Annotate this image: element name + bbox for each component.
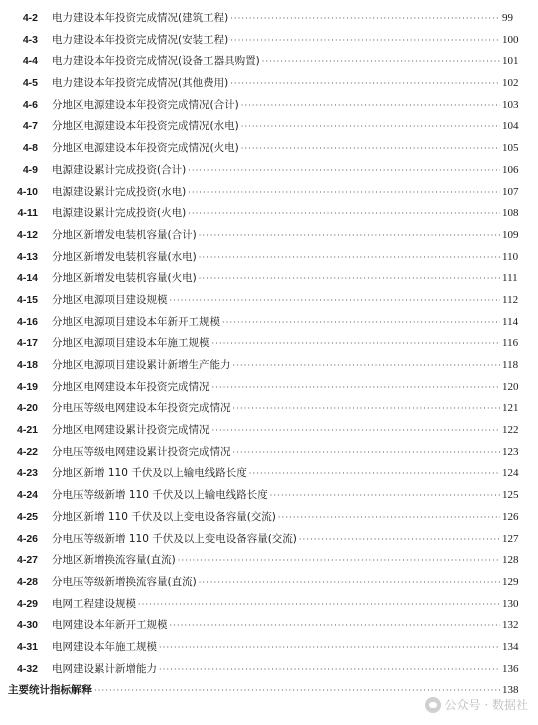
toc-row[interactable] <box>0 572 538 594</box>
toc-title: 分地区新增 110 千伏及以上输电线路长度 <box>52 467 247 480</box>
toc-row[interactable] <box>0 290 538 312</box>
toc-page: 122 <box>502 424 519 437</box>
toc-row[interactable] <box>0 507 538 529</box>
toc-title: 分地区电网建设累计投资完成情况 <box>52 424 210 437</box>
toc-page: 104 <box>502 120 519 133</box>
toc-number: 4-5 <box>22 77 38 90</box>
toc-number: 4-31 <box>16 640 38 653</box>
toc-page: 103 <box>502 98 519 111</box>
toc-number: 4-24 <box>16 489 38 502</box>
toc-number: 4-32 <box>16 662 38 675</box>
toc-row[interactable] <box>0 615 538 637</box>
toc-title: 电源建设累计完成投资(合计) <box>52 163 187 176</box>
toc-leader <box>299 529 500 551</box>
toc-row[interactable] <box>0 73 538 95</box>
toc-row[interactable] <box>0 268 538 290</box>
toc-row[interactable] <box>0 182 538 204</box>
toc-page: 114 <box>502 315 519 328</box>
toc-number: 4-11 <box>17 207 38 220</box>
toc-title: 分地区新增发电装机容量(合计) <box>52 228 197 241</box>
toc-page: 138 <box>502 684 519 697</box>
toc-number: 4-9 <box>22 163 38 176</box>
toc-leader <box>170 290 501 312</box>
toc-page: 120 <box>502 380 519 393</box>
toc-leader <box>241 116 500 138</box>
toc-row[interactable] <box>0 398 538 420</box>
toc-page: 123 <box>502 445 519 458</box>
table-of-contents <box>0 8 538 702</box>
toc-number: 4-19 <box>16 380 38 393</box>
toc-title: 分地区电源项目建设本年施工规模 <box>52 337 210 350</box>
toc-number: 4-7 <box>22 120 38 133</box>
toc-title: 分地区电源项目建设规模 <box>52 293 168 306</box>
toc-page: 116 <box>502 337 519 350</box>
toc-number: 4-23 <box>16 467 38 480</box>
toc-row[interactable] <box>0 247 538 269</box>
toc-leader <box>188 182 500 204</box>
toc-title: 电源建设累计完成投资(火电) <box>52 207 187 220</box>
toc-page: 111 <box>502 272 518 285</box>
toc-row[interactable] <box>0 225 538 247</box>
toc-leader <box>222 312 500 334</box>
toc-number: 4-25 <box>16 510 38 523</box>
toc-page: 109 <box>502 228 519 241</box>
toc-number: 4-29 <box>16 597 38 610</box>
toc-number: 4-16 <box>16 315 38 328</box>
toc-leader <box>233 355 501 377</box>
toc-leader <box>159 637 500 659</box>
watermark <box>425 696 528 713</box>
toc-leader <box>170 615 501 637</box>
toc-leader <box>270 485 500 507</box>
toc-row[interactable] <box>0 550 538 572</box>
toc-leader <box>230 30 500 52</box>
toc-leader <box>159 659 500 681</box>
toc-number: 4-17 <box>16 337 38 350</box>
toc-page: 105 <box>502 142 519 155</box>
toc-page: 124 <box>502 467 519 480</box>
toc-page: 101 <box>502 55 519 68</box>
toc-leader <box>212 377 501 399</box>
toc-title: 分地区电源项目建设本年新开工规模 <box>52 315 220 328</box>
toc-page: 112 <box>502 293 519 306</box>
toc-leader <box>199 572 500 594</box>
toc-leader <box>212 333 501 355</box>
toc-title: 分电压等级电网建设本年投资完成情况 <box>52 402 231 415</box>
toc-page: 118 <box>502 359 519 371</box>
toc-number: 4-6 <box>22 98 38 111</box>
toc-page: 127 <box>502 532 519 545</box>
toc-row[interactable] <box>0 529 538 551</box>
toc-row[interactable] <box>0 160 538 182</box>
toc-row[interactable] <box>0 203 538 225</box>
toc-number: 4-10 <box>16 185 38 198</box>
toc-row[interactable] <box>0 8 538 30</box>
toc-leader <box>178 550 500 572</box>
toc-leader <box>233 442 501 464</box>
toc-number: 4-28 <box>16 575 38 588</box>
toc-leader <box>199 247 500 269</box>
watermark-text: 公众号 · 数据社 <box>444 698 528 712</box>
toc-title: 分地区新增 110 千伏及以上变电设备容量(交流) <box>52 510 276 523</box>
toc-number: 4-2 <box>22 12 38 24</box>
toc-title: 电网建设本年新开工规模 <box>52 619 168 632</box>
toc-row[interactable] <box>0 377 538 399</box>
toc-title: 分地区电网建设本年投资完成情况 <box>52 380 210 393</box>
toc-page: 107 <box>502 185 519 198</box>
toc-title: 电力建设本年投资完成情况(安装工程) <box>52 33 229 46</box>
toc-title: 电网建设本年施工规模 <box>52 640 157 653</box>
toc-title: 电源建设累计完成投资(水电) <box>52 185 187 198</box>
toc-number: 4-15 <box>16 293 38 306</box>
toc-leader <box>278 507 500 529</box>
toc-row[interactable] <box>0 95 538 117</box>
toc-title: 电网工程建设规模 <box>52 597 136 610</box>
toc-page: 136 <box>502 662 519 675</box>
toc-title: 主要统计指标解释 <box>8 684 92 697</box>
toc-row[interactable] <box>0 420 538 442</box>
toc-page: 102 <box>502 77 519 90</box>
toc-title: 电力建设本年投资完成情况(其他费用) <box>52 77 229 90</box>
toc-title: 电力建设本年投资完成情况(设备工器具购置) <box>52 55 260 68</box>
toc-row[interactable] <box>0 463 538 485</box>
toc-title: 电力建设本年投资完成情况(建筑工程) <box>52 12 229 24</box>
toc-title: 分电压等级电网建设累计投资完成情况 <box>52 445 231 458</box>
toc-leader <box>262 51 500 73</box>
toc-page: 100 <box>502 33 519 46</box>
toc-row[interactable] <box>0 637 538 659</box>
toc-number: 4-26 <box>16 532 38 545</box>
toc-row[interactable] <box>0 138 538 160</box>
toc-number: 4-3 <box>22 33 38 46</box>
toc-number: 4-21 <box>16 424 38 437</box>
toc-leader <box>212 420 501 442</box>
wechat-icon <box>425 697 441 713</box>
toc-title: 分电压等级新增 110 千伏及以上变电设备容量(交流) <box>52 532 297 545</box>
toc-number: 4-30 <box>16 619 38 632</box>
toc-leader <box>233 398 501 420</box>
toc-title: 分地区电源建设本年投资完成情况(合计) <box>52 98 239 111</box>
toc-leader <box>138 594 500 616</box>
toc-title: 分电压等级新增 110 千伏及以上输电线路长度 <box>52 489 268 502</box>
toc-page: 129 <box>502 575 519 588</box>
toc-page: 106 <box>502 163 519 176</box>
toc-page: 132 <box>502 619 519 632</box>
toc-row[interactable] <box>0 312 538 334</box>
toc-page: 108 <box>502 207 519 220</box>
toc-number: 4-8 <box>22 142 38 155</box>
toc-page: 130 <box>502 597 519 610</box>
toc-number: 4-4 <box>22 55 38 68</box>
toc-rows <box>0 8 538 680</box>
toc-number: 4-20 <box>16 402 38 415</box>
toc-title: 分地区新增发电装机容量(火电) <box>52 272 197 285</box>
toc-leader <box>249 463 500 485</box>
toc-number: 4-13 <box>16 250 38 263</box>
toc-leader <box>188 203 500 225</box>
toc-page: 99 <box>502 12 513 24</box>
toc-number: 4-14 <box>16 272 38 285</box>
toc-page: 121 <box>502 402 519 415</box>
toc-title: 分地区新增发电装机容量(水电) <box>52 250 197 263</box>
toc-row[interactable] <box>0 51 538 73</box>
toc-row[interactable] <box>0 659 538 681</box>
toc-number: 4-18 <box>16 359 38 371</box>
toc-number: 4-12 <box>16 228 38 241</box>
toc-page: 110 <box>502 250 519 263</box>
toc-leader <box>188 160 500 182</box>
toc-title: 分地区电源建设本年投资完成情况(水电) <box>52 120 239 133</box>
toc-leader <box>241 95 500 117</box>
toc-row[interactable] <box>0 30 538 52</box>
toc-page: 126 <box>502 510 519 523</box>
toc-title: 分地区电源建设本年投资完成情况(火电) <box>52 142 239 155</box>
toc-number: 4-27 <box>16 554 38 567</box>
toc-title: 分电压等级新增换流容量(直流) <box>52 575 197 588</box>
toc-leader <box>230 8 500 30</box>
toc-page: 134 <box>502 640 519 653</box>
toc-row[interactable] <box>0 485 538 507</box>
toc-title: 分地区电源项目建设累计新增生产能力 <box>52 359 231 371</box>
toc-page: 128 <box>502 554 519 567</box>
toc-leader <box>241 138 500 160</box>
toc-row[interactable] <box>0 594 538 616</box>
toc-title: 分地区新增换流容量(直流) <box>52 554 176 567</box>
toc-number: 4-22 <box>16 445 38 458</box>
toc-leader <box>230 73 500 95</box>
toc-row[interactable] <box>0 355 538 377</box>
toc-leader <box>199 268 500 290</box>
toc-title: 电网建设累计新增能力 <box>52 662 157 675</box>
toc-page: 125 <box>502 489 519 502</box>
toc-row[interactable] <box>0 442 538 464</box>
toc-row[interactable] <box>0 116 538 138</box>
toc-row[interactable] <box>0 333 538 355</box>
toc-leader <box>199 225 500 247</box>
